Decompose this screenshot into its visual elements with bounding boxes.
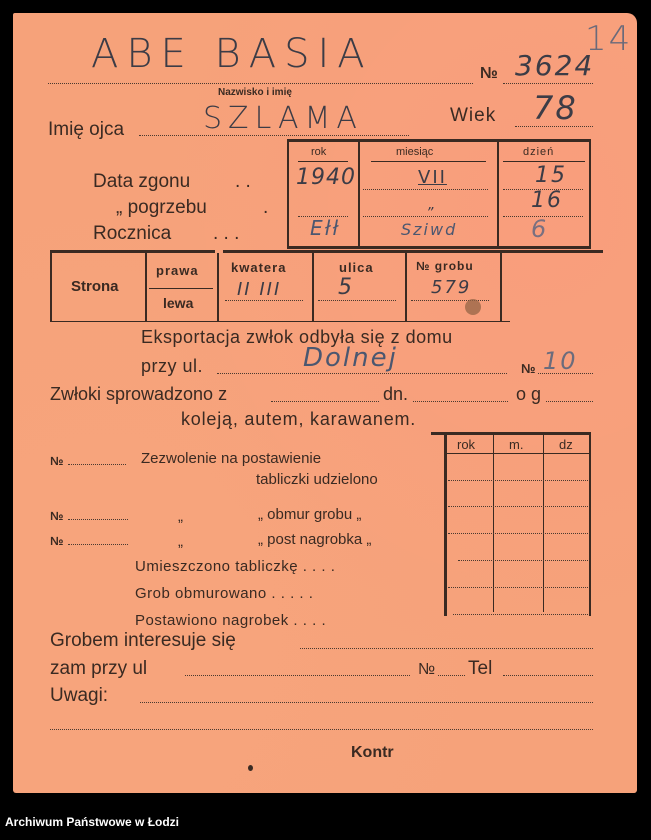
address-line[interactable] [185,675,410,676]
stain-mark [465,299,481,315]
interested-label: Grobem interesuje się [50,630,236,651]
wall-permit-text: „ obmur grobu „ [258,506,362,523]
walled-grave-label: Grob obmurowano . . . . . [135,585,314,602]
placed-stone-label: Postawiono nagrobek . . . . [135,612,327,629]
row-dots: . . [235,171,251,192]
permit-no-label: № [50,454,64,468]
interested-line[interactable] [300,648,593,649]
wall-no-label: № [50,509,64,523]
day-label: dn. [383,384,409,404]
death-date-label: Data zgonu [93,171,191,192]
row-dots: . . . [213,223,240,244]
ditto-mark: „ [178,533,183,550]
day-line[interactable] [413,401,508,402]
permits-header-year: rok [457,437,476,452]
side-label: Strona [71,278,119,295]
age-value: 78 [533,89,578,127]
side-right: prawa [156,263,199,278]
name-caption: Nazwisko i imię [218,87,292,98]
archive-credit: Archiwum Państwowe w Łodzi [5,815,180,829]
deceased-name: ABE BASIA [91,31,373,77]
number-label: № [480,65,498,82]
card-number: 3624 [515,49,595,82]
address-label: zam przy ul [50,658,148,679]
export-street-line [217,373,507,374]
quarter-label: kwatera [231,260,287,275]
placed-plaque-label: Umieszczono tabliczkę . . . . [135,558,336,575]
name-line [48,83,473,84]
tel-label: Tel [468,658,493,679]
brought-from-label: Zwłoki sprowadzono z [50,384,228,404]
header-month: miesiąc [396,146,434,158]
address-no-label: № [418,661,436,678]
transport-options: koleją, autem, karawanem. [181,409,417,429]
ditto-mark: „ [178,508,183,525]
permit-line1: Zezwolenie na postawienie [141,450,322,467]
export-line: Eksportacja zwłok odbyła się z domu [141,327,453,347]
hour-line[interactable] [546,401,593,402]
death-month: VII [418,167,447,188]
father-name: SZLAMA [203,101,363,136]
tel-line[interactable] [503,675,593,676]
control-label: Kontr [351,744,394,761]
burial-day: 16 [531,188,563,213]
hour-label: o g [516,384,542,404]
number-line [503,83,593,84]
notes-line[interactable] [140,702,593,703]
father-label: Imię ojca [48,119,125,140]
stone-no-label: № [50,534,64,548]
permit-line2: tabliczki udzielono [256,471,378,488]
row-dots: . [263,197,269,218]
brought-from-line[interactable] [271,401,379,402]
street-value: 5 [338,275,354,300]
notes-label: Uwagi: [50,685,109,706]
export-street-value: Dolnej [303,343,398,373]
burial-date-label: „ pogrzebu [116,197,207,218]
export-no-value: 10 [543,347,578,375]
anniversary-day: 6 [531,215,549,243]
permits-header-day: dz [559,437,573,452]
death-year: 1940 [296,165,356,190]
anniversary-month-hebrew: Sziwd [401,220,458,239]
street-label: ulica [339,260,374,275]
anniversary-label: Rocznica [93,223,172,244]
stone-permit-text: „ post nagrobka „ [258,531,372,548]
burial-month: „ [428,197,438,213]
anniversary-year-hebrew: Ełł [310,216,341,240]
age-label: Wiek [450,105,497,126]
permits-header-month: m. [509,437,524,452]
header-day: dzień [523,146,555,158]
ink-dot [248,765,253,771]
grave-no-label: № grobu [416,259,474,273]
header-year: rok [311,146,327,158]
burial-record-card [13,13,637,793]
side-left: lewa [163,295,194,311]
quarter-value: II III [237,279,282,300]
corner-number: 14 [585,19,633,59]
grave-no-value: 579 [431,277,472,298]
export-street-label: przy ul. [141,356,204,376]
death-day: 15 [535,163,567,188]
export-no-label: № [521,361,536,376]
notes-line-2[interactable] [50,729,593,730]
